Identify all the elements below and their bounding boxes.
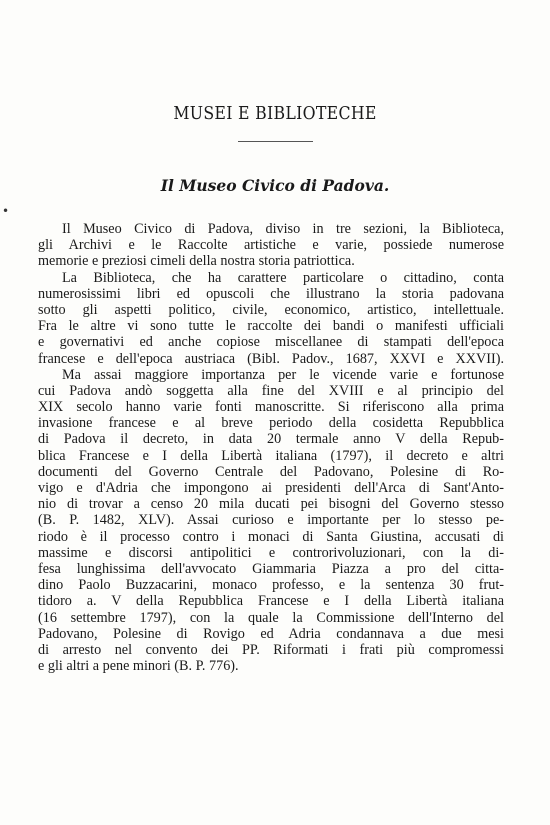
text-line: Ma assai maggiore importanza per le vicende varie e fortunose [62, 366, 504, 383]
text-line: La Biblioteca, che ha carattere particolare o cittadino, conta [62, 269, 504, 286]
text-line: invasione francese e al breve periodo della cosidetta Repubblica [38, 415, 504, 432]
text-line: e governativi ed anche copiose miscellanee di stampati dell'epoca [38, 334, 504, 351]
heading-rule [238, 141, 313, 142]
text-line: gli Archivi e le Raccolte artistiche e varie, possiede numerose [38, 237, 504, 254]
text-line: massime e discorsi antipolitici e controrivoluzionari, con la di- [38, 544, 504, 561]
text-line: di arresto nel convento dei PP. Riformati i frati più compromessi [38, 641, 504, 658]
text-line: cui Padova andò soggetta alla fine del XVIII e al principio del [38, 382, 504, 399]
chapter-heading: MUSEI E BIBLIOTECHE [173, 104, 377, 124]
text-line: nio di trovar a censo 20 mila ducati pei bisogni del Governo stesso [38, 496, 504, 513]
text-line: vigo e d'Adria che impongono ai presidenti dell'Arca di Sant'Anto- [38, 480, 504, 496]
section-title: Il Museo Civico di Padova. [160, 176, 390, 195]
text-line: Il Museo Civico di Padova, diviso in tre sezioni, la Biblioteca, [62, 221, 504, 237]
text-line: Fra le altre vi sono tutte le raccolte dei bandi o manifesti ufficiali [38, 318, 504, 335]
text-line: blica Francese e I della Libertà italiana (1797), il decreto e altri [38, 447, 504, 464]
text-line: riodo è il processo contro i monaci di Santa Giustina, accusati di [38, 528, 504, 545]
text-line: XIX secolo hanno varie fonti manoscritte. Si riferiscono alla prima [38, 399, 504, 416]
margin-mark: • [2, 204, 10, 218]
text-line: tidoro a. V della Repubblica Francese e I della Libertà italiana [38, 593, 504, 610]
text-line: Padovano, Polesine di Rovigo ed Adria condannava a due mesi [38, 625, 504, 642]
text-line: fesa lunghissima dell'avvocato Giammaria Piazza a pro del citta- [38, 560, 504, 577]
text-line: di Padova il decreto, in data 20 termale anno V della Repub- [38, 431, 504, 448]
text-line: numerosissimi libri ed opuscoli che illustrano la storia padovana [38, 285, 504, 302]
text-line: sotto gli aspetti politico, civile, economico, artistico, intellettuale. [38, 301, 504, 318]
text-line: (16 settembre 1797), con la quale la Commissione dell'Interno del [38, 609, 504, 626]
text-line: francese e dell'epoca austriaca (Bibl. Padov., 1687, XXVI e XXVII). [38, 350, 504, 367]
body-text [38, 221, 504, 674]
text-line: dino Paolo Buzzacarini, monaco professo, e la sentenza 30 frut- [38, 577, 504, 594]
text-line: e gli altri a pene minori (B. P. 776). [38, 658, 239, 675]
text-line: documenti del Governo Centrale del Padovano, Polesine di Ro- [38, 463, 504, 480]
text-line: (B. P. 1482, XLV). Assai curioso e importante per lo stesso pe- [38, 512, 504, 529]
text-line: memorie e preziosi cimeli della nostra storia patriottica. [38, 253, 355, 270]
